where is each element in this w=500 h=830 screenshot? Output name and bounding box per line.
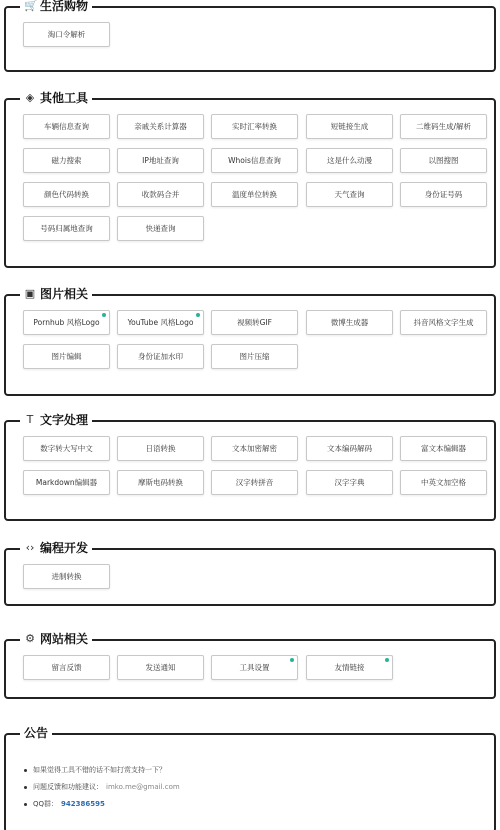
tool-button[interactable]: 进制转换: [23, 564, 110, 589]
section-title-text: 其他工具: [40, 91, 89, 105]
feedback-email-link[interactable]: imko.me@gmail.com: [106, 783, 180, 791]
tool-button[interactable]: 友情链接: [306, 655, 393, 680]
bullet-icon: [24, 769, 27, 772]
new-badge: [290, 658, 294, 662]
new-badge: [385, 658, 389, 662]
new-badge: [102, 313, 106, 317]
gear-icon: ⚙: [25, 632, 35, 645]
section-title-text: 网站相关: [40, 632, 89, 646]
section-cart: [4, 0, 496, 72]
tool-button[interactable]: 这是什么动漫: [306, 148, 393, 173]
qq-group-link[interactable]: 942386595: [61, 800, 105, 808]
section-title: [20, 286, 92, 302]
section-text: [4, 413, 496, 521]
box-icon: ◈: [25, 91, 35, 104]
section-title-text: 编程开发: [40, 541, 89, 555]
notice-item: [24, 782, 180, 793]
tool-button[interactable]: 温度单位转换: [211, 182, 298, 207]
notice-section: [4, 726, 496, 830]
tool-button[interactable]: 淘口令解析: [23, 22, 110, 47]
tool-button[interactable]: 图片编辑: [23, 344, 110, 369]
notice-text: 如果觉得工具不错的话不如打赏支持一下？: [33, 766, 166, 774]
tool-button[interactable]: 实时汇率转换: [211, 114, 298, 139]
tool-button[interactable]: 图片压缩: [211, 344, 298, 369]
tool-button[interactable]: 收款码合并: [117, 182, 204, 207]
section-gear: [4, 632, 496, 699]
section-title: [20, 90, 92, 106]
tool-button[interactable]: 车辆信息查询: [23, 114, 110, 139]
notice-title: 公告: [20, 725, 52, 741]
tool-button[interactable]: 发送通知: [117, 655, 204, 680]
tool-button[interactable]: 颜色代码转换: [23, 182, 110, 207]
notice-item: [24, 765, 180, 776]
tool-button[interactable]: 数字转大写中文: [23, 436, 110, 461]
tool-button[interactable]: 号码归属地查询: [23, 216, 110, 241]
tool-button[interactable]: 快递查询: [117, 216, 204, 241]
tool-button[interactable]: 留言反馈: [23, 655, 110, 680]
tool-button[interactable]: Pornhub 风格Logo: [23, 310, 110, 335]
tool-button[interactable]: 身份证号码: [400, 182, 487, 207]
section-title: [20, 540, 92, 556]
tool-button[interactable]: 日语转换: [117, 436, 204, 461]
tool-button[interactable]: 工具设置: [211, 655, 298, 680]
tool-button[interactable]: 富文本编辑器: [400, 436, 487, 461]
tool-button[interactable]: 摩斯电码转换: [117, 470, 204, 495]
section-title-text: 图片相关: [40, 287, 89, 301]
section-code: [4, 541, 496, 606]
bullet-icon: [24, 803, 27, 806]
tool-button[interactable]: 短链接生成: [306, 114, 393, 139]
tool-button[interactable]: Whois信息查询: [211, 148, 298, 173]
tool-button[interactable]: 汉字转拼音: [211, 470, 298, 495]
section-title-text: 文字处理: [40, 413, 89, 427]
tool-button[interactable]: 天气查询: [306, 182, 393, 207]
section-title: [20, 0, 92, 14]
tool-button[interactable]: 二维码生成/解析: [400, 114, 487, 139]
code-icon: ‹›: [25, 541, 35, 554]
tool-button[interactable]: 文本编码解码: [306, 436, 393, 461]
notice-text: QQ群：: [33, 800, 59, 808]
text-icon: T: [26, 413, 34, 426]
tool-button[interactable]: 微博生成器: [306, 310, 393, 335]
section-box: [4, 91, 496, 268]
section-title: [20, 412, 92, 428]
section-image: [4, 287, 496, 396]
notice-list: [24, 765, 180, 816]
tool-button[interactable]: Markdown编辑器: [23, 470, 110, 495]
bullet-icon: [24, 786, 27, 789]
tool-button[interactable]: 以图搜图: [400, 148, 487, 173]
tool-button[interactable]: 中英文加空格: [400, 470, 487, 495]
tool-button[interactable]: 视频转GIF: [211, 310, 298, 335]
tool-button[interactable]: 磁力搜索: [23, 148, 110, 173]
cart-icon: 🛒: [24, 0, 38, 12]
tool-button[interactable]: YouTube 风格Logo: [117, 310, 204, 335]
tool-button[interactable]: 文本加密解密: [211, 436, 298, 461]
new-badge: [196, 313, 200, 317]
image-icon: ▣: [24, 287, 36, 300]
section-title-text: 生活购物: [40, 0, 89, 13]
tool-button[interactable]: IP地址查询: [117, 148, 204, 173]
notice-item: [24, 799, 180, 810]
tool-button[interactable]: 身份证加水印: [117, 344, 204, 369]
tool-button[interactable]: 亲戚关系计算器: [117, 114, 204, 139]
tool-button[interactable]: 汉字字典: [306, 470, 393, 495]
section-title: [20, 631, 92, 647]
tool-button[interactable]: 抖音风格文字生成: [400, 310, 487, 335]
notice-text: 问题反馈和功能建议：: [33, 783, 103, 791]
